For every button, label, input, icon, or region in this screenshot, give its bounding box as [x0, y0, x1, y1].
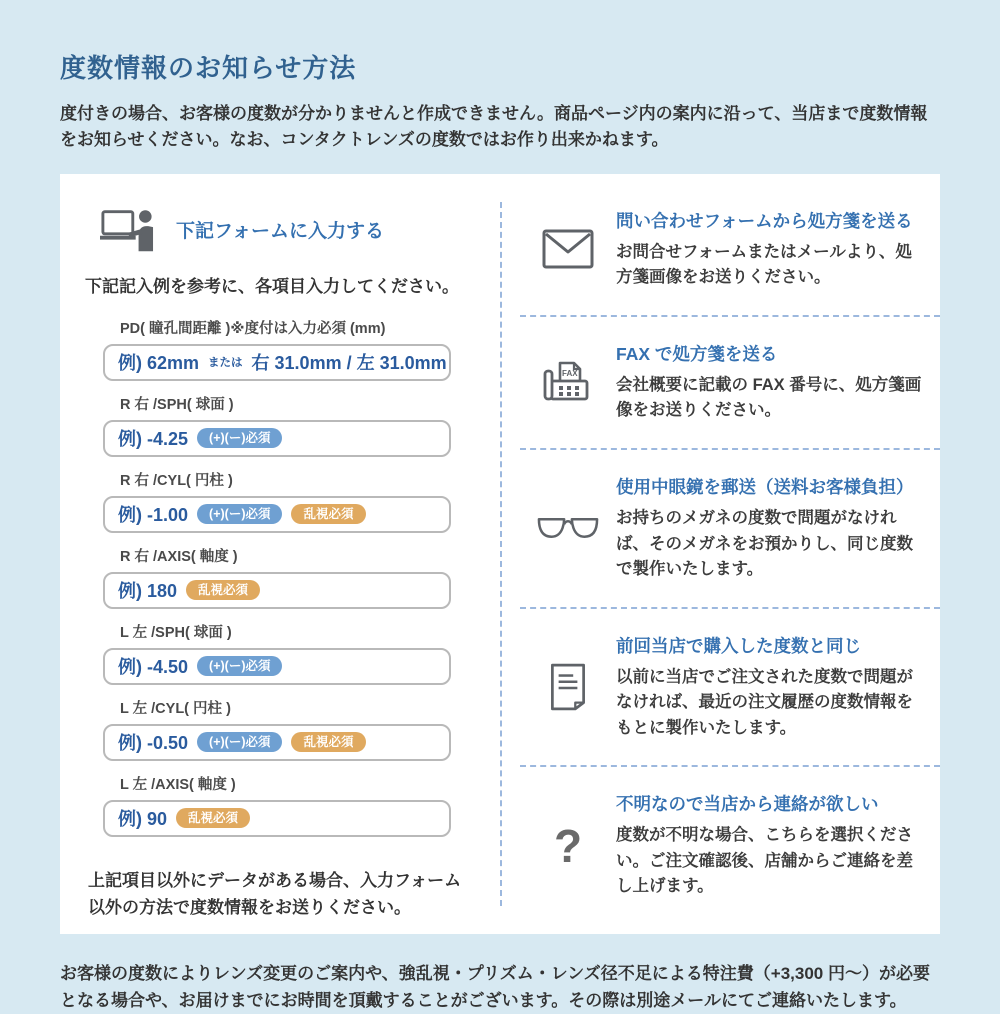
field-label: PD( 瞳孔間距離 )※度付は入力必須 (mm)	[120, 320, 386, 337]
method-body: 以前に当店でご注文された度数で問題がなければ、最近の注文履歴の度数情報をもとに製作いたします。	[616, 667, 913, 737]
intro-text: 度付きの場合、お客様の度数が分かりませんと作成できません。商品ページ内の案内に沿って、当店まで度数情報をお知らせください。なお、コンタクトレンズの度数ではお作り出来かねます。	[60, 104, 928, 150]
method-body: 度数が不明な場合、こちらを選択ください。ご注文確認後、店舗からご連絡を差し上げます。	[616, 826, 913, 896]
document-icon	[520, 662, 616, 712]
example-value-or: または	[208, 357, 243, 370]
plus-minus-required-badge: (+)(ー)必須	[197, 732, 282, 753]
field-group-r-cyl	[103, 469, 500, 533]
person-at-computer-icon	[100, 208, 154, 252]
method-title: 不明なので当店から連絡が欲しい	[616, 794, 879, 815]
form-note: 上記項目以外にデータがある場合、入力フォーム以外の方法で度数情報をお送りください。	[88, 870, 462, 917]
method-text	[616, 474, 928, 583]
page-title: 度数情報のお知らせ方法	[60, 53, 357, 83]
plus-minus-required-badge: (+)(ー)必須	[197, 504, 282, 525]
field-group-r-sph	[103, 393, 500, 457]
l-cyl-example-box	[103, 724, 451, 761]
method-body: 会社概要に記載の FAX 番号に、処方箋画像をお送りください。	[616, 375, 922, 420]
r-cyl-example-box	[103, 496, 451, 533]
pd-example-box	[103, 344, 451, 381]
svg-text:FAX: FAX	[562, 369, 578, 379]
method-title: 問い合わせフォームから処方箋を送る	[616, 210, 913, 231]
bottom-note: お客様の度数によりレンズ変更のご案内や、強乱視・プリズム・レンズ径不足による特注費（+3,300 円～）が必要となる場合や、お届けまでにお時間を頂戴することがございます。その際は別途メールにてご連絡いたします。	[60, 964, 930, 1011]
fax-icon	[520, 359, 616, 405]
field-group-pd	[103, 317, 500, 381]
field-group-l-cyl	[103, 697, 500, 761]
method-body: お問合せフォームまたはメールより、処方箋画像をお送りください。	[616, 242, 912, 287]
method-unknown-contact	[520, 767, 940, 924]
methods-card	[60, 174, 940, 934]
example-value: 例) 90	[118, 809, 168, 830]
method-text	[616, 633, 928, 742]
form-section-header	[100, 208, 500, 252]
method-text	[616, 208, 928, 291]
l-axis-example-box	[103, 800, 451, 837]
example-value: 例) -4.50	[118, 657, 189, 678]
example-value: 例) -4.25	[118, 429, 189, 450]
mail-icon	[520, 229, 616, 269]
field-label: L 左 /CYL( 円柱 )	[120, 700, 231, 717]
astigmatism-required-badge: 乱視必須	[291, 732, 365, 753]
example-value: 例) -1.00	[118, 505, 189, 526]
method-title: 前回当店で購入した度数と同じ	[616, 635, 861, 656]
example-value: 例) 180	[118, 581, 178, 602]
field-group-r-axis	[103, 545, 500, 609]
field-label: L 左 /SPH( 球面 )	[120, 624, 232, 641]
method-previous-order	[520, 609, 940, 766]
field-label: R 右 /CYL( 円柱 )	[120, 472, 233, 489]
r-axis-example-box	[103, 572, 451, 609]
field-group-l-sph	[103, 621, 500, 685]
question-icon: ?	[553, 819, 583, 872]
method-contact-form	[520, 184, 940, 315]
method-title: 使用中眼鏡を郵送（送料お客様負担）	[616, 476, 914, 497]
method-title: FAX で処方箋を送る	[616, 343, 778, 364]
method-text	[616, 341, 928, 424]
method-fax	[520, 317, 940, 448]
astigmatism-required-badge: 乱視必須	[176, 808, 250, 829]
plus-minus-required-badge: (+)(ー)必須	[197, 656, 282, 677]
method-text	[616, 791, 928, 900]
field-label: R 右 /AXIS( 軸度 )	[120, 548, 238, 565]
example-value: 例) 62mm	[118, 353, 200, 374]
example-value: 例) -0.50	[118, 733, 189, 754]
glasses-icon	[520, 514, 616, 542]
method-body: お持ちのメガネの度数で問題がなければ、そのメガネをお預かりし、同じ度数で製作いたします。	[616, 508, 913, 579]
astigmatism-required-badge: 乱視必須	[291, 504, 365, 525]
plus-minus-required-badge: (+)(ー)必須	[197, 428, 282, 449]
l-sph-example-box	[103, 648, 451, 685]
alternative-methods-section	[500, 174, 940, 934]
field-label: R 右 /SPH( 球面 )	[120, 396, 234, 413]
field-label: L 左 /AXIS( 軸度 )	[120, 776, 236, 793]
r-sph-example-box	[103, 420, 451, 457]
form-section-heading: 下記フォームに入力する	[176, 221, 385, 243]
form-instruction: 下記記入例を参考に、各項目入力してください。	[85, 276, 459, 296]
form-example-section	[60, 174, 500, 934]
field-group-l-axis	[103, 773, 500, 837]
astigmatism-required-badge: 乱視必須	[186, 580, 260, 601]
example-value-2: 右 31.0mm / 左 31.0mm	[251, 353, 447, 374]
method-mail-glasses	[520, 450, 940, 607]
